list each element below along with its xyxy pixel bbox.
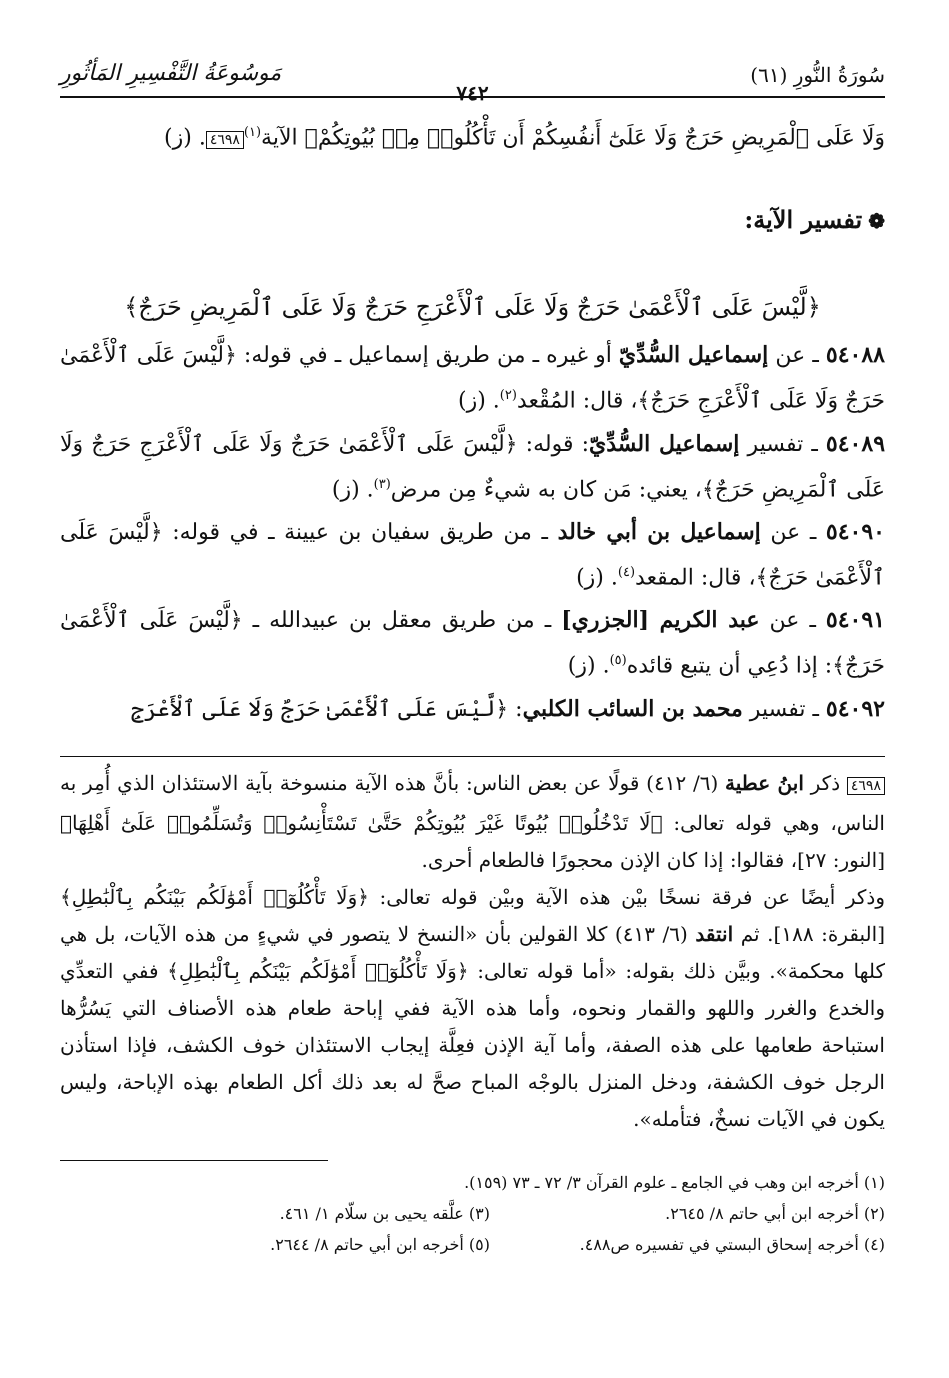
opening-verse [60,113,885,160]
entry-tail: . (ز) [331,476,374,502]
entry-prefix: ـ عن [768,343,826,369]
header-rule [60,96,885,98]
flower-icon: ❁ [868,209,885,234]
entry-body: أو غيره ـ من طريق إسماعيل ـ في قوله: ﴿لَّيْسَ عَلَى ٱلْأَعْمَىٰ حَرَجٌ وَلَا عَلَى ٱلْأَعْرَجِ حَرَجٌ﴾، قال: المُقْعد [60,343,885,414]
entries-list [60,335,885,729]
note-paragraph [60,765,885,879]
entry-body: ـ من طريق معقل بن عبيدالله ـ ﴿لَّيْسَ عَلَى ٱلْأَعْمَىٰ حَرَجٌ﴾: إذا دُعِي أن يتبع قائده [60,608,885,679]
scholar-name: ابنُ عطية [725,770,804,795]
entry-body: : ﴿لَّيْسَ عَلَى ٱلْأَعْمَىٰ حَرَجٌ وَلَا عَلَى ٱلْأَعْرَجِ [131,696,523,722]
page [60,55,885,1260]
entry-prefix: ـ عن [760,519,826,545]
footnote: (٣) علَّقه يحيى بن سلّام ١/ ٤٦١. [279,1203,490,1223]
narrator-name: عبد الكريم [الجزري] [561,607,760,634]
footnote: (٤) أخرجه إسحاق البستي في تفسيره ص٤٨٨. [579,1234,885,1254]
footnote: (٥) أخرجه ابن أبي حاتم ٨/ ٢٦٤٤. [270,1234,490,1254]
scholar-note [60,765,885,1138]
note-text: ذكر [803,770,847,795]
entry-prefix: ـ عن [759,608,826,634]
footnote-separator [60,1160,328,1161]
note-paragraph [60,879,885,1138]
section-title-text: تفسير الآية: [744,205,863,235]
entry-body: ـ من طريق سفيان بن عيينة ـ في قوله: ﴿لَّيْسَ عَلَى ٱلْأَعْمَىٰ حَرَجٌ﴾، قال: المقعد [60,519,885,591]
entry-tail: . (ز) [576,565,618,591]
entry [60,424,885,510]
entry [60,512,885,598]
note-reference-box: ٤٦٩٨ [206,131,244,149]
entry-body: : قوله: ﴿لَّيْسَ عَلَى ٱلْأَعْمَىٰ حَرَجٌ وَلَا عَلَى ٱلْأَعْرَجِ حَرَجٌ وَلَا عَلَى ٱلْمَرِيضِ حَرَجٌ﴾، يعني: مَن كان به شيءٌ مِن مرض [60,431,885,502]
entry-number: ٥٤٠٩١ [825,607,885,634]
entry-number: ٥٤٠٨٩ [825,430,886,457]
footnote: (١) أخرجه ابن وهب في الجامع ـ علوم القرآن ٣/ ٧٢ ـ ٧٣ (١٥٩). [464,1172,885,1192]
entry-prefix: ـ تفسير [739,431,826,457]
footnote-marker: (١) [243,125,262,140]
note-text: (٦/ ٤١٢) قولًا عن بعض الناس: بأنَّ هذه الآية منسوخة بآية الاستئذان الذي أُمِر به الناس، وهي قوله تعالى: ﴿لَا تَدْخُلُوا۟ بُيُوتًا غَيْرَ بُيُوتِكُمْ حَتَّىٰ تَسْتَأْنِسُوا۟ وَتُسَلِّمُوا۟ عَلَىٰٓ أَهْلِهَا﴾ [النور: ٢٧]، فقالوا: إذا كان الإذن محجورًا فالطعام أحرى. [60,770,885,872]
page-number-text: ٧٤٢ [448,81,496,105]
footnote-marker: (٥) [609,653,627,669]
entry [60,600,885,686]
section-heading [60,200,885,241]
note-reference-box: ٤٦٩٨ [847,777,885,795]
entry [60,335,885,421]
page-header [60,55,885,105]
surah-title: سُورَةُ النُّورِ (٦١) [750,63,885,87]
footnote-marker: (٢) [499,388,517,404]
note-separator [60,756,885,757]
narrator-name: إسماعيل السُّدِّيّ [589,430,740,457]
narrator-name: إسماعيل بن أبي خالد [557,518,761,545]
entry-tail: . (ز) [457,388,500,414]
entry-number: ٥٤٠٨٨ [825,342,885,369]
entry-prefix: ـ تفسير [742,696,826,722]
footnote-marker: (٣) [373,476,391,492]
note-separator-wrap [60,756,885,757]
entry-number: ٥٤٠٩٢ [825,695,885,722]
note-text: (٦/ ٤١٣) كلا القولين بأن «النسخ لا يتصور في شيءٍ من هذه الآيات، بل هي كلها محكمة». وبيَّن ذلك بقوله: «أما قوله تعالى: ﴿وَلَا تَأْكُلُوٓا۟ أَمْوَٰلَكُم بَيْنَكُم بِٱلْبَٰطِلِ﴾ ففي التعدِّي والخدع والغرر واللهو والقمار ونحوه، وأما هذه الآية ففي إباحة طعام هذه الأصناف التي يَسُرُّها استباحة طعامها على هذه الصفة، وأما آية الإذن فعِلَّة إيجاب الاستئذان خوف الكشف، فإذا استأذن الرجل خوف الكشفة، ودخل المنزل بالوجْه المباح صحَّ له بعد ذلك أكل الطعام بهذه الإباحة، وليس يكون في الآيات نسخٌ، فتأمله». [60,921,885,1131]
footnote-row [60,1198,885,1229]
narrator-name: إسماعيل السُّدِّيّ [618,342,769,369]
opening-verse-text: وَلَا عَلَى ٱلْمَرِيضِ حَرَجٌ وَلَا عَلَىٰٓ أَنفُسِكُمْ أَن تَأْكُلُوا۟ مِنۢ بُيُوتِكُمْ﴾ الآية [261,125,885,151]
footnote-row [60,1229,885,1260]
footnote-marker: (٤) [617,564,636,580]
note-keyword: انتقد [695,921,734,946]
footnote: (٢) أخرجه ابن أبي حاتم ٨/ ٢٦٤٥. [665,1203,885,1223]
narrator-name: محمد بن السائب الكلبي [522,695,743,722]
center-verse: ﴿لَّيْسَ عَلَى ٱلْأَعْمَىٰ حَرَجٌ وَلَا عَلَى ٱلْأَعْرَجِ حَرَجٌ وَلَا عَلَى ٱلْمَرِيضِ حَرَجٌ﴾ [124,293,821,322]
note-text: وذكر أيضًا عن فرقة نسخًا بيْن هذه الآية وبيْن قوله تعالى: ﴿وَلَا تَأْكُلُوٓا۟ أَمْوَٰلَكُم بَيْنَكُم بِٱلْبَٰطِلِ﴾ [البقرة: ١٨٨]. ثم [60,884,885,946]
entry-tail: . (ز) [567,653,610,679]
entry [60,689,885,730]
footnotes [60,1167,885,1260]
entry-number: ٥٤٠٩٠ [825,518,885,545]
series-title: مَوسُوعَةُ التَّفْسِيرِ المَأثُورِ [60,61,282,86]
opening-verse-tail: . (ز) [164,125,206,151]
